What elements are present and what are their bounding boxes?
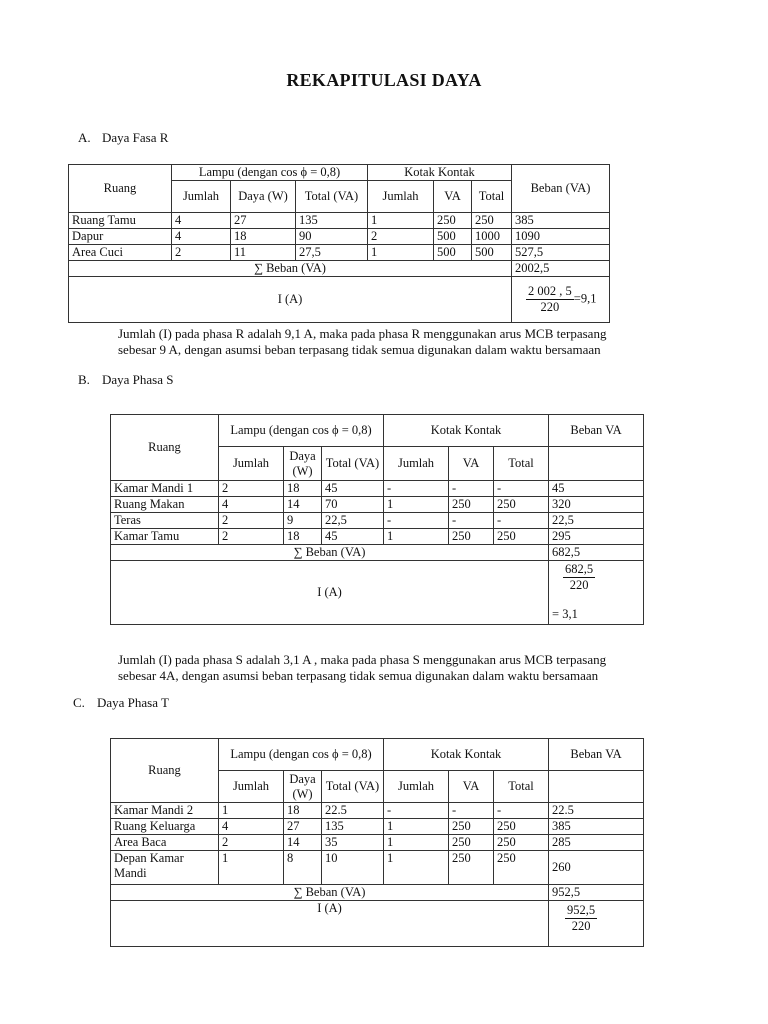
cell-daya: 27: [284, 819, 322, 835]
header-lampu: Lampu (dengan cos ϕ = 0,8): [172, 165, 368, 181]
cell-daya: 18: [284, 803, 322, 819]
cell-daya: 18: [284, 481, 322, 497]
header-jumlah-kk: Jumlah: [368, 181, 434, 213]
cell-ruang: Dapur: [69, 229, 172, 245]
cell-ruang: Area Baca: [111, 835, 219, 851]
cell-jumlah-kk: -: [384, 481, 449, 497]
cell-jumlah-kk: 1: [384, 851, 449, 885]
sum-value: 682,5: [549, 545, 644, 561]
cell-ruang: Kamar Tamu: [111, 529, 219, 545]
fraction-denominator: 220: [569, 578, 589, 592]
header-kotak-kontak: Kotak Kontak: [368, 165, 512, 181]
header-kotak-kontak: Kotak Kontak: [384, 415, 549, 447]
cell-va: 250: [449, 851, 494, 885]
cell-total: 250: [494, 835, 549, 851]
current-result: = 3,1: [552, 607, 578, 621]
cell-ruang: Ruang Keluarga: [111, 819, 219, 835]
table-row: [111, 835, 644, 851]
cell-daya: 8: [284, 851, 322, 885]
cell-total: -: [494, 803, 549, 819]
table-row: [111, 513, 644, 529]
cell-beban: 260: [549, 851, 644, 885]
cell-total: 250: [494, 497, 549, 513]
table-row: [111, 803, 644, 819]
cell-beban: 22.5: [549, 803, 644, 819]
cell-va: 500: [434, 229, 472, 245]
table-row: [69, 229, 610, 245]
current-label: I (A): [111, 901, 549, 947]
cell-total: -: [494, 513, 549, 529]
cell-total-va: 10: [322, 851, 384, 885]
paragraph-phase-s: [118, 652, 606, 684]
current-fraction: [565, 903, 597, 934]
cell-ruang: Kamar Mandi 2: [111, 803, 219, 819]
cell-daya: 14: [284, 835, 322, 851]
current-label: I (A): [69, 277, 512, 323]
header-total: Total: [494, 447, 549, 481]
header-total-va: Total (VA): [322, 447, 384, 481]
cell-total: 500: [472, 245, 512, 261]
cell-daya: 27: [231, 213, 296, 229]
header-beban-empty: [549, 771, 644, 803]
header-kotak-kontak: Kotak Kontak: [384, 739, 549, 771]
cell-beban: 320: [549, 497, 644, 513]
cell-jumlah-kk: -: [384, 803, 449, 819]
cell-total-va: 22.5: [322, 803, 384, 819]
section-a-heading: [78, 130, 168, 146]
cell-jumlah-kk: 1: [368, 245, 434, 261]
cell-va: 500: [434, 245, 472, 261]
cell-jumlah: 2: [219, 529, 284, 545]
current-fraction: [526, 284, 574, 315]
header-lampu: Lampu (dengan cos ϕ = 0,8): [219, 739, 384, 771]
fraction-denominator: 220: [540, 300, 560, 314]
sum-label: ∑ Beban (VA): [111, 885, 549, 901]
table-row: [111, 481, 644, 497]
paragraph-line: sebesar 9 A, dengan asumsi beban terpasang tidak semua digunakan dalam waktu bersamaan: [118, 342, 601, 357]
table-row: [111, 819, 644, 835]
table-row: [111, 529, 644, 545]
header-va: VA: [434, 181, 472, 213]
cell-total: -: [494, 481, 549, 497]
cell-ruang: Kamar Mandi 1: [111, 481, 219, 497]
cell-jumlah: 4: [219, 819, 284, 835]
cell-jumlah-kk: 1: [384, 819, 449, 835]
cell-daya: 11: [231, 245, 296, 261]
cell-jumlah: 4: [219, 497, 284, 513]
table-phase-r: [68, 164, 610, 323]
cell-va: 250: [449, 819, 494, 835]
header-va: VA: [449, 771, 494, 803]
header-total-va: Total (VA): [296, 181, 368, 213]
cell-jumlah: 4: [172, 213, 231, 229]
cell-ruang: Depan Kamar Mandi: [111, 851, 219, 885]
sum-label: ∑ Beban (VA): [69, 261, 512, 277]
header-total: Total: [494, 771, 549, 803]
cell-beban: 1090: [512, 229, 610, 245]
header-lampu: Lampu (dengan cos ϕ = 0,8): [219, 415, 384, 447]
header-jumlah-kk: Jumlah: [384, 447, 449, 481]
current-fraction: [563, 562, 595, 593]
cell-jumlah: 1: [219, 803, 284, 819]
header-beban: Beban (VA): [512, 165, 610, 213]
cell-jumlah: 1: [219, 851, 284, 885]
header-ruang: Ruang: [111, 415, 219, 481]
current-formula: [512, 277, 610, 323]
cell-total-va: 90: [296, 229, 368, 245]
cell-va: 250: [449, 529, 494, 545]
cell-beban: 285: [549, 835, 644, 851]
cell-ruang: Ruang Makan: [111, 497, 219, 513]
cell-daya: 18: [231, 229, 296, 245]
table-row: [111, 497, 644, 513]
header-beban-empty: [549, 447, 644, 481]
table-row: [69, 213, 610, 229]
section-b-title: Daya Phasa S: [102, 372, 174, 387]
cell-total-va: 135: [296, 213, 368, 229]
current-formula: [549, 901, 644, 947]
cell-va: 250: [449, 835, 494, 851]
cell-total: 250: [494, 851, 549, 885]
sum-value: 952,5: [549, 885, 644, 901]
cell-total-va: 45: [322, 481, 384, 497]
header-ruang: Ruang: [69, 165, 172, 213]
header-total: Total: [472, 181, 512, 213]
cell-total-va: 45: [322, 529, 384, 545]
table-phase-s: [110, 414, 644, 625]
cell-daya: 9: [284, 513, 322, 529]
paragraph-line: Jumlah (I) pada phasa S adalah 3,1 A , maka pada phasa S menggunakan arus MCB terpasang: [118, 652, 607, 667]
paragraph-line: Jumlah (I) pada phasa R adalah 9,1 A, maka pada phasa R menggunakan arus MCB terpasang: [118, 326, 607, 341]
section-a-title: Daya Fasa R: [102, 130, 169, 145]
cell-daya: 18: [284, 529, 322, 545]
cell-beban: 45: [549, 481, 644, 497]
cell-va: -: [449, 803, 494, 819]
header-jumlah-kk: Jumlah: [384, 771, 449, 803]
cell-ruang: Area Cuci: [69, 245, 172, 261]
cell-beban: 295: [549, 529, 644, 545]
cell-jumlah: 4: [172, 229, 231, 245]
cell-jumlah-kk: 1: [384, 529, 449, 545]
section-c-title: Daya Phasa T: [97, 695, 169, 710]
cell-total-va: 35: [322, 835, 384, 851]
cell-total-va: 135: [322, 819, 384, 835]
current-result: =9,1: [573, 291, 597, 306]
cell-jumlah: 2: [219, 513, 284, 529]
cell-ruang: Ruang Tamu: [69, 213, 172, 229]
paragraph-phase-r: [118, 326, 606, 358]
cell-jumlah: 2: [172, 245, 231, 261]
cell-jumlah-kk: 1: [384, 835, 449, 851]
table-row: [111, 851, 644, 885]
header-va: VA: [449, 447, 494, 481]
cell-total: 250: [494, 819, 549, 835]
cell-va: -: [449, 513, 494, 529]
cell-beban: 385: [512, 213, 610, 229]
cell-total-va: 22,5: [322, 513, 384, 529]
page-title: REKAPITULASI DAYA: [286, 70, 482, 90]
fraction-numerator: 682,5: [565, 562, 594, 576]
fraction-denominator: 220: [571, 919, 591, 933]
sum-label: ∑ Beban (VA): [111, 545, 549, 561]
cell-total: 250: [494, 529, 549, 545]
header-beban: Beban VA: [549, 415, 644, 447]
cell-total-va: 70: [322, 497, 384, 513]
fraction-numerator: 2 002 , 5: [528, 284, 572, 298]
cell-beban: 527,5: [512, 245, 610, 261]
header-jumlah: Jumlah: [172, 181, 231, 213]
section-b-label: B.: [78, 372, 90, 387]
section-c-heading: [73, 695, 169, 711]
cell-total: 250: [472, 213, 512, 229]
cell-jumlah-kk: 1: [368, 213, 434, 229]
header-beban: Beban VA: [549, 739, 644, 771]
cell-jumlah: 2: [219, 835, 284, 851]
cell-total: 1000: [472, 229, 512, 245]
section-b-heading: [78, 372, 174, 388]
header-daya: Daya (W): [284, 447, 322, 481]
table-row: [69, 245, 610, 261]
section-a-label: A.: [78, 130, 91, 145]
fraction-numerator: 952,5: [567, 903, 596, 917]
current-label: I (A): [111, 561, 549, 625]
cell-va: 250: [449, 497, 494, 513]
cell-jumlah-kk: 1: [384, 497, 449, 513]
header-total-va: Total (VA): [322, 771, 384, 803]
sum-value: 2002,5: [512, 261, 610, 277]
cell-total-va: 27,5: [296, 245, 368, 261]
cell-va: 250: [434, 213, 472, 229]
paragraph-line: sebesar 4A, dengan asumsi beban terpasang tidak semua digunakan dalam waktu bersamaan: [118, 668, 599, 683]
section-c-label: C.: [73, 695, 85, 710]
current-formula: [549, 561, 644, 625]
header-jumlah: Jumlah: [219, 771, 284, 803]
cell-beban: 385: [549, 819, 644, 835]
header-daya: Daya (W): [231, 181, 296, 213]
cell-beban: 22,5: [549, 513, 644, 529]
header-daya: Daya (W): [284, 771, 322, 803]
header-jumlah: Jumlah: [219, 447, 284, 481]
cell-ruang: Teras: [111, 513, 219, 529]
table-phase-t: [110, 738, 644, 947]
cell-jumlah-kk: -: [384, 513, 449, 529]
cell-jumlah: 2: [219, 481, 284, 497]
cell-daya: 14: [284, 497, 322, 513]
cell-va: -: [449, 481, 494, 497]
cell-jumlah-kk: 2: [368, 229, 434, 245]
header-ruang: Ruang: [111, 739, 219, 803]
